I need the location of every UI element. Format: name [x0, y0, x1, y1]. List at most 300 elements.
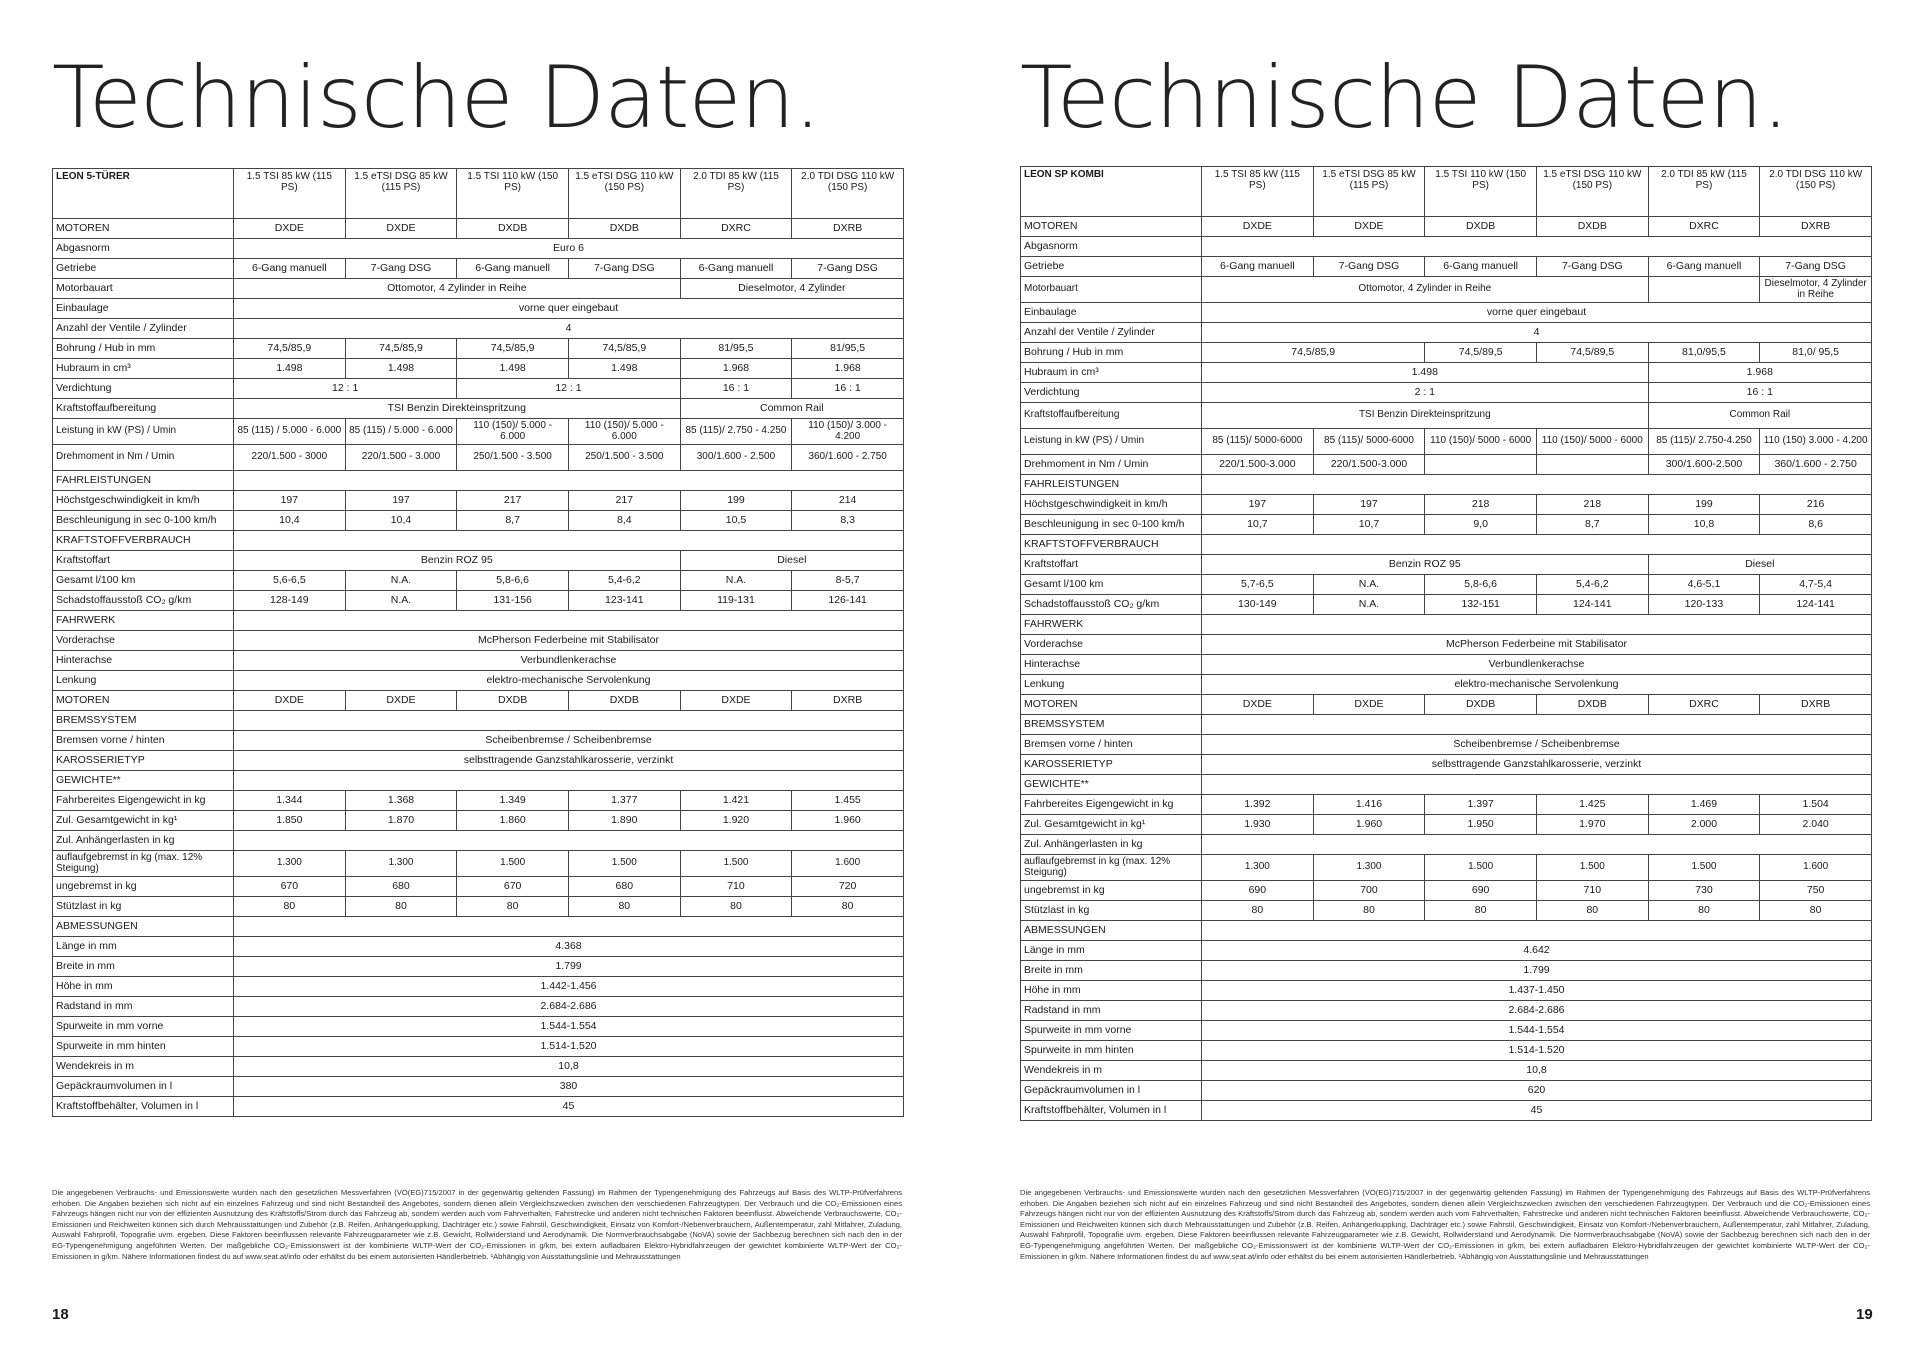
row-label: Drehmoment in Nm / Umin	[1021, 455, 1202, 475]
row-label: Radstand in mm	[53, 997, 234, 1017]
table-row	[53, 531, 904, 551]
table-row	[53, 471, 904, 491]
table-cell: 1.442-1.456	[234, 977, 904, 997]
table-cell: 1.500	[1536, 855, 1648, 881]
table-row	[1021, 555, 1872, 575]
table-cell: 700	[1313, 881, 1425, 901]
table-cell: DXDE	[234, 691, 346, 711]
table-cell: 1.300	[345, 851, 457, 877]
table-cell: selbsttragende Ganzstahlkarosserie, verzinkt	[234, 751, 904, 771]
table-cell: 74,5/85,9	[1202, 343, 1425, 363]
table-cell: 10,8	[234, 1057, 904, 1077]
table-cell: 710	[680, 877, 792, 897]
table-cell: 2 : 1	[1202, 383, 1649, 403]
table-cell: Ottomotor, 4 Zylinder in Reihe	[1202, 277, 1649, 303]
table-cell: 128-149	[234, 591, 346, 611]
table-row	[53, 319, 904, 339]
table-row	[1021, 535, 1872, 555]
table-cell: 1.500	[1648, 855, 1760, 881]
table-cell: 6-Gang manuell	[1648, 257, 1760, 277]
row-label: Stützlast in kg	[1021, 901, 1202, 921]
table-cell	[1536, 455, 1648, 475]
table-cell: 1.498	[1202, 363, 1649, 383]
table-cell: 10,4	[345, 511, 457, 531]
table-cell: 80	[1760, 901, 1872, 921]
table-cell: 80	[1202, 901, 1314, 921]
table-cell	[234, 611, 904, 631]
table-cell: 80	[1313, 901, 1425, 921]
table-title: LEON 5-TÜRER	[53, 169, 234, 219]
table-cell: 1.950	[1425, 815, 1537, 835]
row-label: MOTOREN	[53, 691, 234, 711]
row-label: Leistung in kW (PS) / Umin	[1021, 429, 1202, 455]
table-cell: Dieselmotor, 4 Zylinder	[680, 279, 903, 299]
table-cell: 80	[1536, 901, 1648, 921]
table-cell: 74,5/85,9	[234, 339, 346, 359]
table-row	[53, 1097, 904, 1117]
table-cell: 360/1.600 - 2.750	[1760, 455, 1872, 475]
table-cell: 1.968	[680, 359, 792, 379]
table-cell	[234, 711, 904, 731]
table-cell: 1.421	[680, 791, 792, 811]
table-row	[53, 399, 904, 419]
column-header: 1.5 TSI 110 kW (150 PS)	[1425, 167, 1537, 217]
table-cell: 1.498	[234, 359, 346, 379]
table-row	[53, 877, 904, 897]
table-cell: 2.684-2.686	[1202, 1001, 1872, 1021]
row-label: Kraftstoffaufbereitung	[1021, 403, 1202, 429]
table-row	[1021, 615, 1872, 635]
table-cell: 1.377	[568, 791, 680, 811]
table-cell	[1202, 237, 1872, 257]
table-row	[1021, 1001, 1872, 1021]
table-cell	[234, 831, 904, 851]
table-cell: 123-141	[568, 591, 680, 611]
table-cell: 250/1.500 - 3.500	[568, 445, 680, 471]
table-cell: 80	[457, 897, 569, 917]
table-cell: 1.544-1.554	[234, 1017, 904, 1037]
row-label: Kraftstoffart	[1021, 555, 1202, 575]
table-cell: 1.392	[1202, 795, 1314, 815]
row-label: Stützlast in kg	[53, 897, 234, 917]
table-cell: 220/1.500 - 3.000	[345, 445, 457, 471]
table-cell	[1202, 535, 1872, 555]
table-cell: 710	[1536, 881, 1648, 901]
row-label: Kraftstoffart	[53, 551, 234, 571]
table-cell: Dieselmotor, 4 Zylinder in Reihe	[1760, 277, 1872, 303]
table-cell: 217	[568, 491, 680, 511]
row-label: Abgasnorm	[53, 239, 234, 259]
table-row	[53, 611, 904, 631]
table-cell: 81,0/ 95,5	[1760, 343, 1872, 363]
row-label: auflaufgebremst in kg (max. 12% Steigung)	[53, 851, 234, 877]
table-cell: 300/1.600 - 2.500	[680, 445, 792, 471]
row-label: GEWICHTE**	[53, 771, 234, 791]
row-label: Getriebe	[53, 259, 234, 279]
table-cell: 74,5/89,5	[1536, 343, 1648, 363]
table-row	[53, 711, 904, 731]
table-cell: Ottomotor, 4 Zylinder in Reihe	[234, 279, 681, 299]
table-row	[53, 1017, 904, 1037]
table-cell: 1.344	[234, 791, 346, 811]
column-header: 1.5 eTSI DSG 110 kW (150 PS)	[1536, 167, 1648, 217]
row-label: Länge in mm	[1021, 941, 1202, 961]
row-label: Schadstoffausstoß CO₂ g/km	[53, 591, 234, 611]
table-cell: 4.642	[1202, 941, 1872, 961]
table-row	[1021, 961, 1872, 981]
table-cell: 300/1.600-2.500	[1648, 455, 1760, 475]
table-cell: DXRB	[792, 219, 904, 239]
table-cell: 1.498	[457, 359, 569, 379]
table-row	[53, 551, 904, 571]
row-label: Kraftstoffbehälter, Volumen in l	[1021, 1101, 1202, 1121]
right-page	[960, 0, 1920, 1358]
table-cell: 1.799	[1202, 961, 1872, 981]
table-cell: 218	[1425, 495, 1537, 515]
table-cell: elektro-mechanische Servolenkung	[234, 671, 904, 691]
table-row	[53, 937, 904, 957]
table-cell: 16 : 1	[1648, 383, 1871, 403]
table-cell: 4	[1202, 323, 1872, 343]
table-cell: Common Rail	[1648, 403, 1871, 429]
table-cell: Diesel	[1648, 555, 1871, 575]
table-cell: 1.968	[792, 359, 904, 379]
footnote: Die angegebenen Verbrauchs- und Emissionswerte wurden nach den gesetzlichen Messverfahren (VO(EG)715/2007 in der gegenwärtig geltenden Fassung) im Rahmen der Typengenehmigung des Fahrzeugs auf Basis des WLTP-Prüfverfahrens erhoben. Die Angaben beziehen sich nicht auf ein einzelnes Fahrzeug und sind nicht Bestandteil des Angebotes, sondern dienen allein Vergleichszwecken zwischen den verschiedenen Fahrzeugtypen. Der Verbrauch und die CO₂-Emissionen eines Fahrzeugs hängen nicht nur von der effizienten Ausnutzung des Kraftstoffs/Strom durch das Fahrzeug ab, sondern werden auch vom Fahrverhalten, Fahrstrecke und anderen nicht technischen Faktoren beeinflusst. Abweichende Verbrauchswerte, CO₂-Emissionen und Reichweiten können sich durch Mehrausstattungen und Zubehör (z.B. Reifen, Anhängerkupplung, Dachträger etc.) sowie Fahrstil, Geschwindigkeit, Einsatz von Komfort-/Nebenverbrauchern, Außentemperatur, zahl Mitfahrer, Zuladung, Auswahl Fahrprofil, Topografie uvm. ergeben. Diese Faktoren beeinflussen relevante Fahrzeugparameter wie z.B. Gewicht, Rollwiderstand und Aerodynamik. Die Normverbrauchsabgabe (NoVA) sowie der Sachbezug berechnen sich nach den in der EG-Typengenehmigung angeführten Werten. Der maßgebliche CO₂-Emissionswert ist der kombinierte WLTP-Wert der CO₂-Emissionen in g/km, bei extern aufladbaren Elektro-Hybridfahrzeugen der gewichtet kombinierte WLTP-Wert der CO₂-Emissionen in g/km. Nähere Informationen findest du auf www.seat.at/info oder erhältst du bei einem autorisierten Händlerbetrieb. ¹Abhängig von Ausstattungslinie und Mehrausstattungen	[52, 1188, 902, 1261]
table-row	[1021, 515, 1872, 535]
table-row	[1021, 901, 1872, 921]
table-cell: 690	[1202, 881, 1314, 901]
row-label: Getriebe	[1021, 257, 1202, 277]
row-label: BREMSSYSTEM	[1021, 715, 1202, 735]
table-cell: 214	[792, 491, 904, 511]
table-row	[53, 571, 904, 591]
table-cell: vorne quer eingebaut	[1202, 303, 1872, 323]
table-row	[53, 751, 904, 771]
table-cell: 1.544-1.554	[1202, 1021, 1872, 1041]
table-row	[1021, 257, 1872, 277]
row-label: Wendekreis in m	[1021, 1061, 1202, 1081]
table-cell: DXDE	[1202, 695, 1314, 715]
row-label: Motorbauart	[53, 279, 234, 299]
table-cell: 220/1.500-3.000	[1202, 455, 1314, 475]
table-cell: 1.416	[1313, 795, 1425, 815]
table-cell: 80	[234, 897, 346, 917]
row-label: Zul. Anhängerlasten in kg	[53, 831, 234, 851]
table-cell: DXDB	[568, 691, 680, 711]
table-cell: 1.368	[345, 791, 457, 811]
table-row	[1021, 575, 1872, 595]
table-cell: 1.500	[457, 851, 569, 877]
row-label: Gepäckraumvolumen in l	[1021, 1081, 1202, 1101]
table-cell	[1202, 475, 1872, 495]
row-label: Radstand in mm	[1021, 1001, 1202, 1021]
table-cell: 85 (115)/ 2.750 - 4.250	[680, 419, 792, 445]
table-cell: N.A.	[345, 571, 457, 591]
table-cell: 1.514-1.520	[1202, 1041, 1872, 1061]
column-header: 1.5 TSI 110 kW (150 PS)	[457, 169, 569, 219]
table-cell: 1.300	[1313, 855, 1425, 881]
table-cell: 690	[1425, 881, 1537, 901]
table-row	[53, 1037, 904, 1057]
table-cell: Scheibenbremse / Scheibenbremse	[234, 731, 904, 751]
table-cell: 8,6	[1760, 515, 1872, 535]
table-cell: TSI Benzin Direkteinspritzung	[1202, 403, 1649, 429]
row-label: Gepäckraumvolumen in l	[53, 1077, 234, 1097]
table-cell: 6-Gang manuell	[457, 259, 569, 279]
table-row	[1021, 403, 1872, 429]
table-cell: 16 : 1	[792, 379, 904, 399]
table-cell: 1.469	[1648, 795, 1760, 815]
table-cell: 85 (115)/ 5000-6000	[1202, 429, 1314, 455]
row-label: Zul. Anhängerlasten in kg	[1021, 835, 1202, 855]
row-label: FAHRWERK	[53, 611, 234, 631]
table-cell: 8,3	[792, 511, 904, 531]
table-row	[53, 897, 904, 917]
table-cell: 7-Gang DSG	[1760, 257, 1872, 277]
table-cell: Verbundlenkerachse	[234, 651, 904, 671]
table-row	[1021, 1061, 1872, 1081]
table-row	[53, 1077, 904, 1097]
row-label: Spurweite in mm vorne	[1021, 1021, 1202, 1041]
row-label: MOTOREN	[1021, 217, 1202, 237]
table-cell: 80	[680, 897, 792, 917]
table-cell: N.A.	[345, 591, 457, 611]
table-cell: Diesel	[680, 551, 903, 571]
table-cell: 80	[1648, 901, 1760, 921]
table-cell: DXRC	[680, 219, 792, 239]
row-label: Verdichtung	[53, 379, 234, 399]
table-row	[53, 811, 904, 831]
table-cell: 1.870	[345, 811, 457, 831]
table-cell: 218	[1536, 495, 1648, 515]
table-cell: 1.437-1.450	[1202, 981, 1872, 1001]
table-cell: 7-Gang DSG	[568, 259, 680, 279]
table-cell: 124-141	[1760, 595, 1872, 615]
table-cell: 119-131	[680, 591, 792, 611]
table-cell: vorne quer eingebaut	[234, 299, 904, 319]
table-row	[1021, 323, 1872, 343]
row-label: BREMSSYSTEM	[53, 711, 234, 731]
table-cell: DXDB	[568, 219, 680, 239]
table-cell: DXDE	[345, 219, 457, 239]
table-cell: DXRB	[792, 691, 904, 711]
table-cell: 197	[345, 491, 457, 511]
table-cell: 5,4-6,2	[568, 571, 680, 591]
table-cell: 131-156	[457, 591, 569, 611]
table-cell	[1202, 775, 1872, 795]
row-label: Einbaulage	[1021, 303, 1202, 323]
row-label: KRAFTSTOFFVERBRAUCH	[53, 531, 234, 551]
table-row	[1021, 735, 1872, 755]
table-row	[1021, 1101, 1872, 1121]
table-row	[53, 977, 904, 997]
table-cell: N.A.	[680, 571, 792, 591]
table-cell: 110 (150)/ 5.000 - 6.000	[457, 419, 569, 445]
table-cell: 74,5/89,5	[1425, 343, 1537, 363]
table-row	[1021, 695, 1872, 715]
row-label: Vorderachse	[53, 631, 234, 651]
table-cell: 9,0	[1425, 515, 1537, 535]
table-cell: selbsttragende Ganzstahlkarosserie, verzinkt	[1202, 755, 1872, 775]
table-row	[53, 791, 904, 811]
table-row	[1021, 363, 1872, 383]
table-cell: 85 (115) / 5.000 - 6.000	[234, 419, 346, 445]
table-cell: 4,7-5,4	[1760, 575, 1872, 595]
table-cell: 10,7	[1313, 515, 1425, 535]
row-label: FAHRLEISTUNGEN	[1021, 475, 1202, 495]
row-label: Fahrbereites Eigengewicht in kg	[1021, 795, 1202, 815]
row-label: Fahrbereites Eigengewicht in kg	[53, 791, 234, 811]
row-label: Beschleunigung in sec 0-100 km/h	[53, 511, 234, 531]
table-header-row	[53, 169, 904, 219]
table-cell: 81/95,5	[792, 339, 904, 359]
table-cell: 197	[1202, 495, 1314, 515]
row-label: Gesamt l/100 km	[53, 571, 234, 591]
table-row	[1021, 795, 1872, 815]
table-cell: 1.600	[1760, 855, 1872, 881]
table-row	[1021, 277, 1872, 303]
table-cell: 5,4-6,2	[1536, 575, 1648, 595]
row-label: Beschleunigung in sec 0-100 km/h	[1021, 515, 1202, 535]
column-header: 1.5 eTSI DSG 85 kW (115 PS)	[1313, 167, 1425, 217]
table-cell: 750	[1760, 881, 1872, 901]
row-label: Höchstgeschwindigkeit in km/h	[53, 491, 234, 511]
row-label: Länge in mm	[53, 937, 234, 957]
table-cell: DXRB	[1760, 695, 1872, 715]
table-cell: 110 (150)/ 5.000 - 6.000	[568, 419, 680, 445]
row-label: Spurweite in mm vorne	[53, 1017, 234, 1037]
table-cell	[1648, 277, 1760, 303]
table-row	[1021, 675, 1872, 695]
table-cell: DXDE	[1313, 217, 1425, 237]
table-row	[53, 379, 904, 399]
column-header: 2.0 TDI 85 kW (115 PS)	[680, 169, 792, 219]
table-cell: 1.300	[234, 851, 346, 877]
table-cell: 5,7-6,5	[1202, 575, 1314, 595]
table-cell: 2.040	[1760, 815, 1872, 835]
row-label: Lenkung	[1021, 675, 1202, 695]
table-cell: 45	[234, 1097, 904, 1117]
table-header-row	[1021, 167, 1872, 217]
table-cell: 730	[1648, 881, 1760, 901]
table-row	[53, 1057, 904, 1077]
table-cell: 1.960	[792, 811, 904, 831]
page-title: Technische Daten.	[1020, 48, 1789, 148]
table-row	[1021, 237, 1872, 257]
table-cell: Benzin ROZ 95	[1202, 555, 1649, 575]
column-header: 1.5 TSI 85 kW (115 PS)	[1202, 167, 1314, 217]
row-label: ungebremst in kg	[1021, 881, 1202, 901]
table-cell: DXDB	[1425, 217, 1537, 237]
table-cell: 360/1.600 - 2.750	[792, 445, 904, 471]
table-row	[53, 957, 904, 977]
table-cell: 1.890	[568, 811, 680, 831]
row-label: Hubraum in cm³	[1021, 363, 1202, 383]
table-cell: 1.799	[234, 957, 904, 977]
table-cell: 6-Gang manuell	[680, 259, 792, 279]
table-row	[1021, 475, 1872, 495]
table-row	[1021, 835, 1872, 855]
table-row	[1021, 921, 1872, 941]
table-row	[53, 259, 904, 279]
table-row	[53, 997, 904, 1017]
table-cell: 85 (115)/ 2.750-4.250	[1648, 429, 1760, 455]
table-cell: 1.600	[792, 851, 904, 877]
table-cell: 7-Gang DSG	[1536, 257, 1648, 277]
table-cell: N.A.	[1313, 575, 1425, 595]
table-cell: 1.300	[1202, 855, 1314, 881]
table-cell: Benzin ROZ 95	[234, 551, 681, 571]
table-cell	[1202, 835, 1872, 855]
footnote: Die angegebenen Verbrauchs- und Emissionswerte wurden nach den gesetzlichen Messverfahren (VO(EG)715/2007 in der gegenwärtig geltenden Fassung) im Rahmen der Typengenehmigung des Fahrzeugs auf Basis des WLTP-Prüfverfahrens erhoben. Die Angaben beziehen sich nicht auf ein einzelnes Fahrzeug und sind nicht Bestandteil des Angebotes, sondern dienen allein Vergleichszwecken zwischen den verschiedenen Fahrzeugtypen. Der Verbrauch und die CO₂-Emissionen eines Fahrzeugs hängen nicht nur von der effizienten Ausnutzung des Kraftstoffs/Strom durch das Fahrzeug ab, sondern werden auch vom Fahrverhalten, Fahrstrecke und anderen nicht technischen Faktoren beeinflusst. Abweichende Verbrauchswerte, CO₂-Emissionen und Reichweiten können sich durch Mehrausstattungen und Zubehör (z.B. Reifen, Anhängerkupplung, Dachträger etc.) sowie Fahrstil, Geschwindigkeit, Einsatz von Komfort-/Nebenverbrauchern, Außentemperatur, zahl Mitfahrer, Zuladung, Auswahl Fahrprofil, Topografie uvm. ergeben. Diese Faktoren beeinflussen relevante Fahrzeugparameter wie z.B. Gewicht, Rollwiderstand und Aerodynamik. Die Normverbrauchsabgabe (NoVA) sowie der Sachbezug berechnen sich nach den in der EG-Typengenehmigung angeführten Werten. Der maßgebliche CO₂-Emissionswert ist der kombinierte WLTP-Wert der CO₂-Emissionen in g/km, bei extern aufladbaren Elektro-Hybridfahrzeugen der gewichtet kombinierte WLTP-Wert der CO₂-Emissionen in g/km. Nähere Informationen findest du auf www.seat.at/info oder erhältst du bei einem autorisierten Händlerbetrieb. ¹Abhängig von Ausstattungslinie und Mehrausstattungen	[1020, 1188, 1870, 1261]
table-cell: 10,8	[1202, 1061, 1872, 1081]
table-cell: DXDE	[680, 691, 792, 711]
row-label: Hinterachse	[53, 651, 234, 671]
table-row	[1021, 1081, 1872, 1101]
row-label: Lenkung	[53, 671, 234, 691]
table-cell: DXRB	[1760, 217, 1872, 237]
table-row	[1021, 715, 1872, 735]
table-cell: 720	[792, 877, 904, 897]
table-row	[1021, 429, 1872, 455]
table-cell: 1.960	[1313, 815, 1425, 835]
table-cell	[1202, 921, 1872, 941]
table-cell: 220/1.500 - 3000	[234, 445, 346, 471]
table-cell: DXDE	[1313, 695, 1425, 715]
row-label: Hinterachse	[1021, 655, 1202, 675]
table-cell: 110 (150)/ 5000 - 6000	[1536, 429, 1648, 455]
table-cell: DXDB	[457, 219, 569, 239]
spec-table	[52, 168, 904, 1117]
table-cell: 10,5	[680, 511, 792, 531]
row-label: ABMESSUNGEN	[53, 917, 234, 937]
table-cell: 1.425	[1536, 795, 1648, 815]
column-header: 1.5 eTSI DSG 85 kW (115 PS)	[345, 169, 457, 219]
row-label: KRAFTSTOFFVERBRAUCH	[1021, 535, 1202, 555]
table-cell: 2.684-2.686	[234, 997, 904, 1017]
table-cell: 197	[1313, 495, 1425, 515]
table-row	[53, 359, 904, 379]
table-cell: McPherson Federbeine mit Stabilisator	[234, 631, 904, 651]
table-row	[1021, 941, 1872, 961]
column-header: 2.0 TDI DSG 110 kW (150 PS)	[1760, 167, 1872, 217]
table-row	[53, 491, 904, 511]
table-cell: DXRC	[1648, 217, 1760, 237]
table-cell: DXDB	[1425, 695, 1537, 715]
table-cell: DXDB	[1536, 217, 1648, 237]
spec-table	[1020, 166, 1872, 1121]
row-label: MOTOREN	[1021, 695, 1202, 715]
table-cell: TSI Benzin Direkteinspritzung	[234, 399, 681, 419]
table-row	[53, 631, 904, 651]
row-label: Gesamt l/100 km	[1021, 575, 1202, 595]
table-row	[1021, 383, 1872, 403]
row-label: Bremsen vorne / hinten	[53, 731, 234, 751]
table-row	[1021, 1041, 1872, 1061]
table-cell: 1.850	[234, 811, 346, 831]
table-row	[53, 651, 904, 671]
table-row	[53, 591, 904, 611]
table-cell: 10,4	[234, 511, 346, 531]
table-cell: 74,5/85,9	[568, 339, 680, 359]
table-cell: 85 (115) / 5.000 - 6.000	[345, 419, 457, 445]
table-cell: 620	[1202, 1081, 1872, 1101]
column-header: 1.5 TSI 85 kW (115 PS)	[234, 169, 346, 219]
table-cell: 199	[1648, 495, 1760, 515]
table-cell: 74,5/85,9	[345, 339, 457, 359]
table-row	[1021, 495, 1872, 515]
table-cell: 5,6-6,5	[234, 571, 346, 591]
